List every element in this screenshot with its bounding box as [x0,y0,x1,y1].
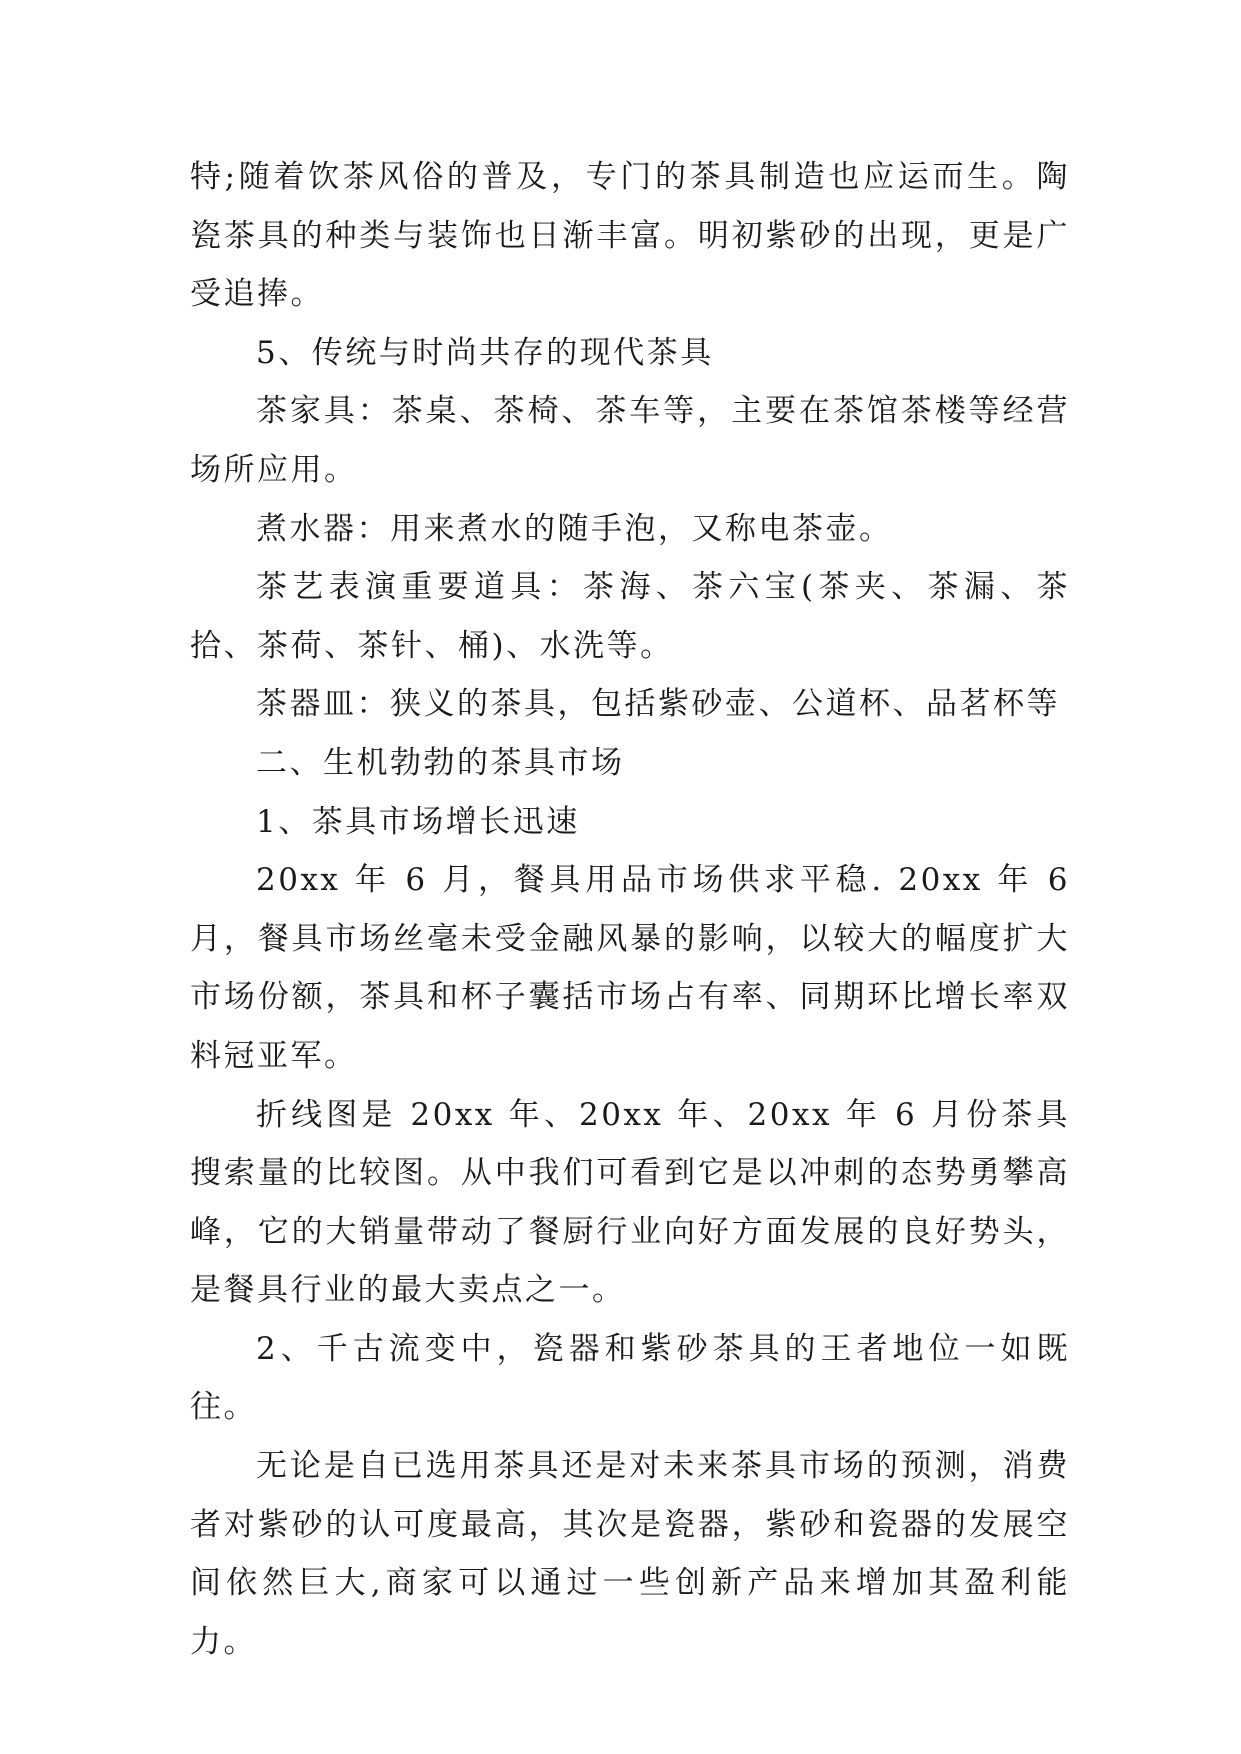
paragraph-4: 煮水器：用来煮水的随手泡，又称电茶壶。 [256,510,893,547]
subsection-heading-1: 1、茶具市场增长迅速 [256,803,580,840]
paragraph-9: 20xx 年 6 月，餐具用品市场供求平稳. 20xx 年 6 月，餐具市场丝毫未受金融风暴的影响，以较大的幅度扩大市场份额，茶具和杯子囊括市场占有率、同期环比增长率双料冠亚军。 [190,862,1070,1074]
paragraph-12: 无论是自已选用茶具还是对未来茶具市场的预测，消费者对紫砂的认可度最高，其次是瓷器，紫砂和瓷器的发展空间依然巨大,商家可以通过一些创新产品来增加其盈利能力。 [190,1448,1070,1660]
paragraph-3: 茶家具：茶桌、茶椅、茶车等，主要在茶馆茶楼等经营场所应用。 [190,393,1070,488]
paragraph-2-heading: 5、传统与时尚共存的现代茶具 [256,334,714,371]
section-heading: 二、生机勃勃的茶具市场 [256,744,625,781]
paragraph-5: 茶艺表演重要道具：茶海、茶六宝(茶夹、茶漏、茶拾、茶荷、茶针、桶)、水洗等。 [190,569,1070,664]
document-body [190,148,1070,1671]
paragraph-6: 茶器皿：狭义的茶具，包括紫砂壶、公道杯、品茗杯等 [256,686,1060,723]
subsection-heading-2: 2、千古流变中，瓷器和紫砂茶具的王者地位一如既往。 [190,1330,1070,1426]
paragraph-10: 折线图是 20xx 年、20xx 年、20xx 年 6 月份茶具搜索量的比较图。从中我们可看到它是以冲刺的态势勇攀高峰，它的大销量带动了餐厨行业向好方面发展的良好势头，是餐具行业的最大卖点之一。 [190,1096,1070,1309]
paragraph-1: 特;随着饮茶风俗的普及，专门的茶具制造也应运而生。陶瓷茶具的种类与装饰也日渐丰富。明初紫砂的出现，更是广受追捧。 [190,159,1070,313]
